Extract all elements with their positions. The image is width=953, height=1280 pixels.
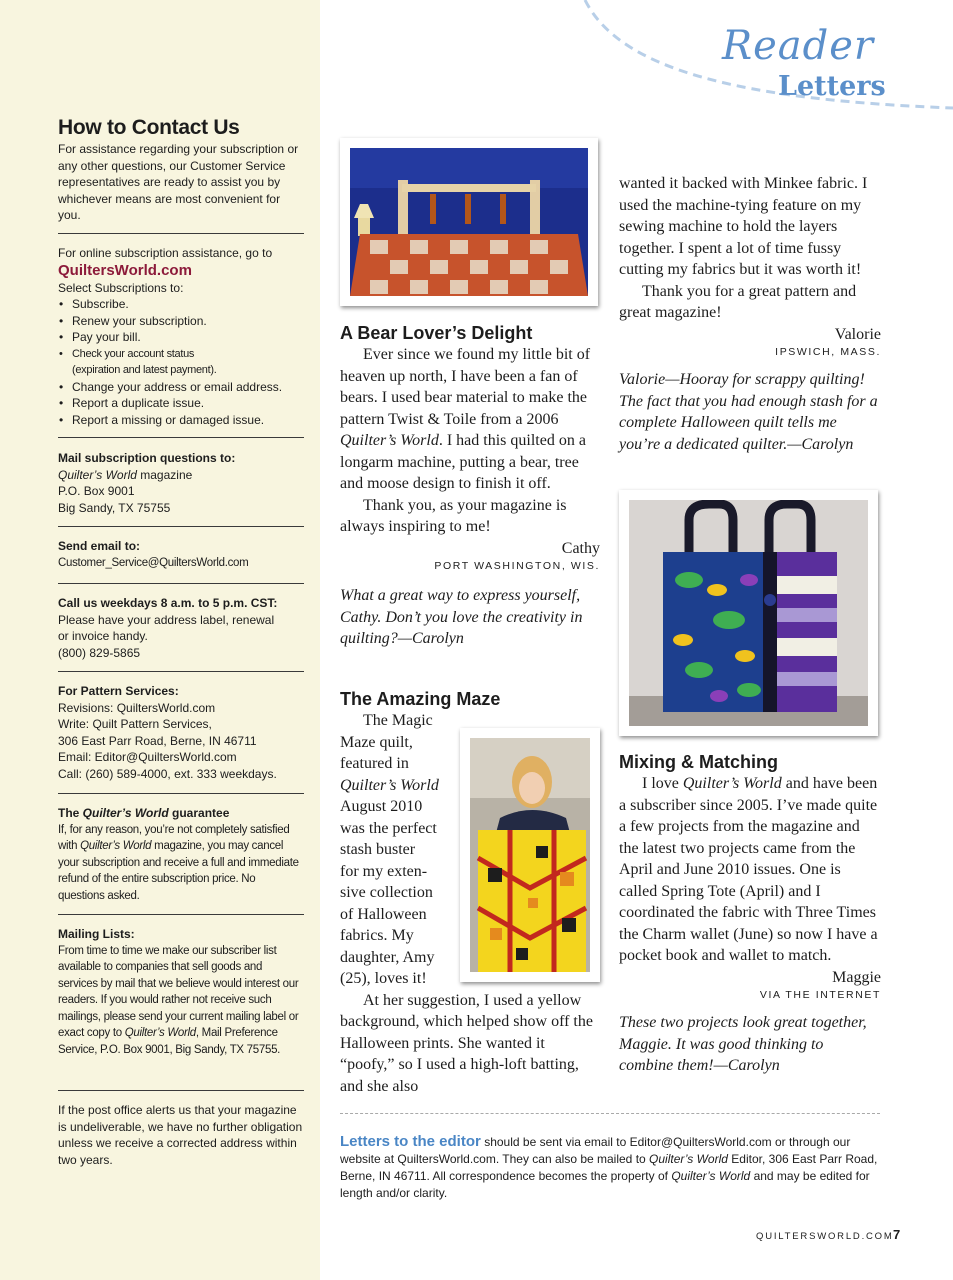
list-item: • Subscribe. bbox=[58, 296, 304, 313]
footer-text: Editor, 306 East Parr Road, Berne, IN 46711. All correspondence becomes the property of bbox=[340, 1152, 878, 1183]
subscription-list bbox=[58, 296, 304, 428]
letter-text: and have been a subscriber since 2005. I’ve made quite a few projects from the magazine and the latest two projects came from the April and June 2010 issues. One is called Spring Tote (April) and I coordinated the fabric with Three Times the Charm wallet (June) so now I have a pocket book and wallet to match. bbox=[619, 775, 878, 964]
pattern-line: Write: Quilt Pattern Services, bbox=[58, 717, 212, 731]
list-item: • Change your address or email address. bbox=[58, 379, 304, 396]
guarantee-text-b: magazine, you may cancel your subscription and receive a full and immediate refund of the entire subscription price. No questions asked. bbox=[58, 840, 299, 902]
pattern-line: Revisions: QuiltersWorld.com bbox=[58, 700, 216, 715]
mail-city: Big Sandy, TX 75755 bbox=[58, 500, 171, 515]
mail-block bbox=[58, 450, 304, 516]
maze-quilt-photo bbox=[460, 728, 600, 982]
letter-line: stash buster bbox=[340, 841, 416, 858]
divider bbox=[58, 233, 304, 234]
mail-po: P.O. Box 9001 bbox=[58, 484, 135, 498]
bed-quilt-photo bbox=[340, 138, 598, 306]
mailing-text-b: , Mail Preference Service, P.O. Box 9001, Big Sandy, TX 75755. bbox=[58, 1027, 281, 1056]
letter-signature: Maggie bbox=[832, 968, 881, 986]
guarantee-heading-pre: The bbox=[58, 806, 83, 820]
pattern-line: 306 East Parr Road, Berne, IN 46711 bbox=[58, 733, 257, 748]
letter-mixing-matching bbox=[619, 751, 881, 1077]
divider bbox=[58, 583, 304, 584]
letter-paragraph: At her suggestion, I used a yellow background, which helped show off the Halloween prints. She wanted it “poofy,” so I used a high-loft batting, and she also bbox=[340, 991, 593, 1095]
pattern-line: Email: Editor@QuiltersWorld.com bbox=[58, 750, 237, 764]
magazine-name: Quilter’s World bbox=[649, 1152, 728, 1166]
divider bbox=[58, 1090, 304, 1091]
guarantee-heading-post: guarantee bbox=[168, 806, 230, 820]
tote-photo-image bbox=[629, 500, 868, 726]
letter-paragraph bbox=[340, 344, 600, 495]
mail-magazine-rest: magazine bbox=[136, 467, 193, 482]
editor-reply: Valorie—Hooray for scrappy quilting! The fact that you had enough stash for a complete Halloween quilt tells me you’re a dedicated quilter.—Carolyn bbox=[619, 371, 878, 453]
divider bbox=[58, 793, 304, 794]
magazine-name: Quilter’s World bbox=[80, 840, 152, 852]
folio-site: QUILTERSWORLD.COM bbox=[756, 1231, 894, 1242]
letter-line: of Halloween bbox=[340, 905, 427, 923]
letter-line: daughter, Amy bbox=[340, 948, 435, 966]
header-letters: Letters bbox=[778, 71, 886, 102]
letter-line: was the perfect bbox=[340, 819, 437, 837]
online-lead: For online subscription assistance, go to bbox=[58, 246, 273, 260]
letter-location: IPSWICH, MASS. bbox=[775, 346, 881, 358]
editor-reply: These two projects look great together, Maggie. It was good thinking to combine them!—Carolyn bbox=[619, 1014, 867, 1074]
magazine-name: Quilter’s World bbox=[82, 806, 169, 820]
bed-photo-image bbox=[350, 148, 588, 296]
letters-to-editor-heading: Letters to the editor bbox=[340, 1133, 481, 1150]
page-number: 7 bbox=[893, 1227, 901, 1242]
letter-paragraph: Thank you for a great pattern and great magazine! bbox=[619, 282, 857, 321]
magazine-name: Quilter’s World bbox=[340, 776, 439, 794]
list-item: • Renew your subscription. bbox=[58, 313, 304, 330]
letter-bear-lover bbox=[340, 322, 600, 650]
letter-text: . I had this quilted on a longarm machine, putting a bear, tree and moose design to finish it off. bbox=[340, 432, 586, 492]
magazine-name: Quilter’s World bbox=[671, 1169, 751, 1183]
sidebar-intro: For assistance regarding your subscription or any other questions, our Customer Service representatives are ready to assist you by whichever means are most convenient for you. bbox=[58, 142, 299, 222]
divider bbox=[58, 437, 304, 438]
letter-paragraph: Thank you, as your magazine is always inspiring to me! bbox=[340, 496, 567, 535]
guarantee-text bbox=[58, 822, 304, 905]
letter-line: featured in bbox=[340, 755, 409, 772]
footer-text: should be sent via email to Editor@QuiltersWorld.com or through our website at QuiltersWorld.com. They can also be mailed to bbox=[340, 1135, 851, 1166]
letter-text: Ever since we found my little bit of heaven up north, I have been a fan of bears. I used bear material to make the pattern Twist & Toile from a 2006 bbox=[340, 346, 591, 428]
call-line: or invoice handy. bbox=[58, 629, 148, 643]
mailing-heading: Mailing Lists: bbox=[58, 927, 135, 941]
select-label: Select Subscriptions to: bbox=[58, 280, 184, 295]
list-item: • Pay your bill. bbox=[58, 329, 304, 346]
magazine-name: Quilter’s World bbox=[340, 432, 439, 449]
letter-text: I love bbox=[642, 775, 683, 792]
footer-text: and may be edited for length and/or clarity. bbox=[340, 1169, 870, 1200]
maze-photo-image bbox=[470, 738, 590, 972]
letter-line: for my exten- bbox=[340, 862, 428, 880]
letter-location: PORT WASHINGTON, WIS. bbox=[434, 560, 600, 572]
list-item: • Report a duplicate issue. bbox=[58, 395, 304, 412]
letter-paragraph bbox=[619, 773, 881, 967]
call-heading: Call us weekdays 8 a.m. to 5 p.m. CST: bbox=[58, 596, 278, 610]
fine-print: If the post office alerts us that your magazine is undeliverable, we have no further obligation unless we receive a corrected address within two years. bbox=[58, 1103, 303, 1167]
mail-heading: Mail subscription questions to: bbox=[58, 451, 236, 465]
letter-signature: Cathy bbox=[561, 539, 600, 557]
letter-line bbox=[340, 775, 458, 797]
service-email-link[interactable]: Customer_Service@QuiltersWorld.com bbox=[58, 556, 249, 569]
pattern-block bbox=[58, 683, 304, 782]
divider bbox=[58, 914, 304, 915]
list-item: • Check your account status bbox=[58, 346, 304, 363]
letter-title: The Amazing Maze bbox=[340, 689, 501, 709]
online-block bbox=[58, 245, 304, 428]
letter-line: sive collection bbox=[340, 884, 433, 901]
magazine-name: Quilter’s World bbox=[58, 467, 137, 482]
magazine-name: Quilter’s World bbox=[682, 775, 782, 792]
letter-signature: Valorie bbox=[834, 325, 881, 343]
contact-intro-block bbox=[58, 116, 304, 224]
editor-reply: What a great way to express yourself, Cathy. Don’t you love the creativity in quilting?—Carolyn bbox=[340, 587, 583, 647]
guarantee-block bbox=[58, 805, 304, 904]
guarantee-text-a: If, for any reason, you’re not completely satisfied with bbox=[58, 823, 290, 852]
pattern-line: Call: (260) 589-4000, ext. 333 weekdays. bbox=[58, 766, 277, 781]
letter-line: (25), loves it! bbox=[340, 970, 427, 987]
divider bbox=[58, 526, 304, 527]
letter-title: A Bear Lover’s Delight bbox=[340, 323, 533, 343]
mailing-text bbox=[58, 943, 304, 1059]
magazine-name: Quilter’s World bbox=[124, 1027, 196, 1039]
call-phone: (800) 829-5865 bbox=[58, 645, 141, 660]
dashed-divider bbox=[340, 1113, 880, 1114]
call-line: Please have your address label, renewal bbox=[58, 612, 275, 627]
mail-magazine bbox=[58, 467, 304, 484]
guarantee-heading bbox=[58, 805, 304, 822]
letter-location: VIA THE INTERNET bbox=[759, 989, 881, 1001]
letter-paragraph: wanted it backed with Minkee fabric. I used the machine-tying feature on my sewing machine to hold the layers together. I spent a lot of time fussy cutting my fabrics but it was worth it! bbox=[619, 175, 868, 278]
mailing-text-a: From time to time we make our subscriber list available to companies that sell goods and services by mail that we believe would interest our readers. If you would rather not receive such mailings, please send your current mailing label or exact copy to bbox=[58, 944, 299, 1039]
letter-title: Mixing & Matching bbox=[619, 752, 778, 772]
letters-to-editor-note bbox=[340, 1133, 880, 1202]
letter-amazing-maze-continued bbox=[619, 173, 881, 455]
pattern-heading: For Pattern Services: bbox=[58, 684, 179, 698]
letter-line: fabrics. My bbox=[340, 927, 414, 944]
letter-line: Maze quilt, bbox=[340, 733, 413, 751]
email-heading: Send email to: bbox=[58, 539, 141, 553]
list-item-continued: (expiration and latest payment). bbox=[72, 364, 217, 376]
divider bbox=[58, 671, 304, 672]
letter-line: The Magic bbox=[363, 712, 433, 729]
tote-bag-photo bbox=[619, 490, 878, 736]
sidebar-title: How to Contact Us bbox=[58, 116, 240, 139]
mailing-block bbox=[58, 926, 304, 1058]
email-block bbox=[58, 538, 304, 571]
website-link[interactable]: QuiltersWorld.com bbox=[58, 261, 192, 279]
letter-line: August 2010 bbox=[340, 798, 423, 815]
header-reader: Reader bbox=[722, 23, 875, 69]
list-item: • Report a missing or damaged issue. bbox=[58, 412, 304, 429]
call-block bbox=[58, 595, 304, 661]
